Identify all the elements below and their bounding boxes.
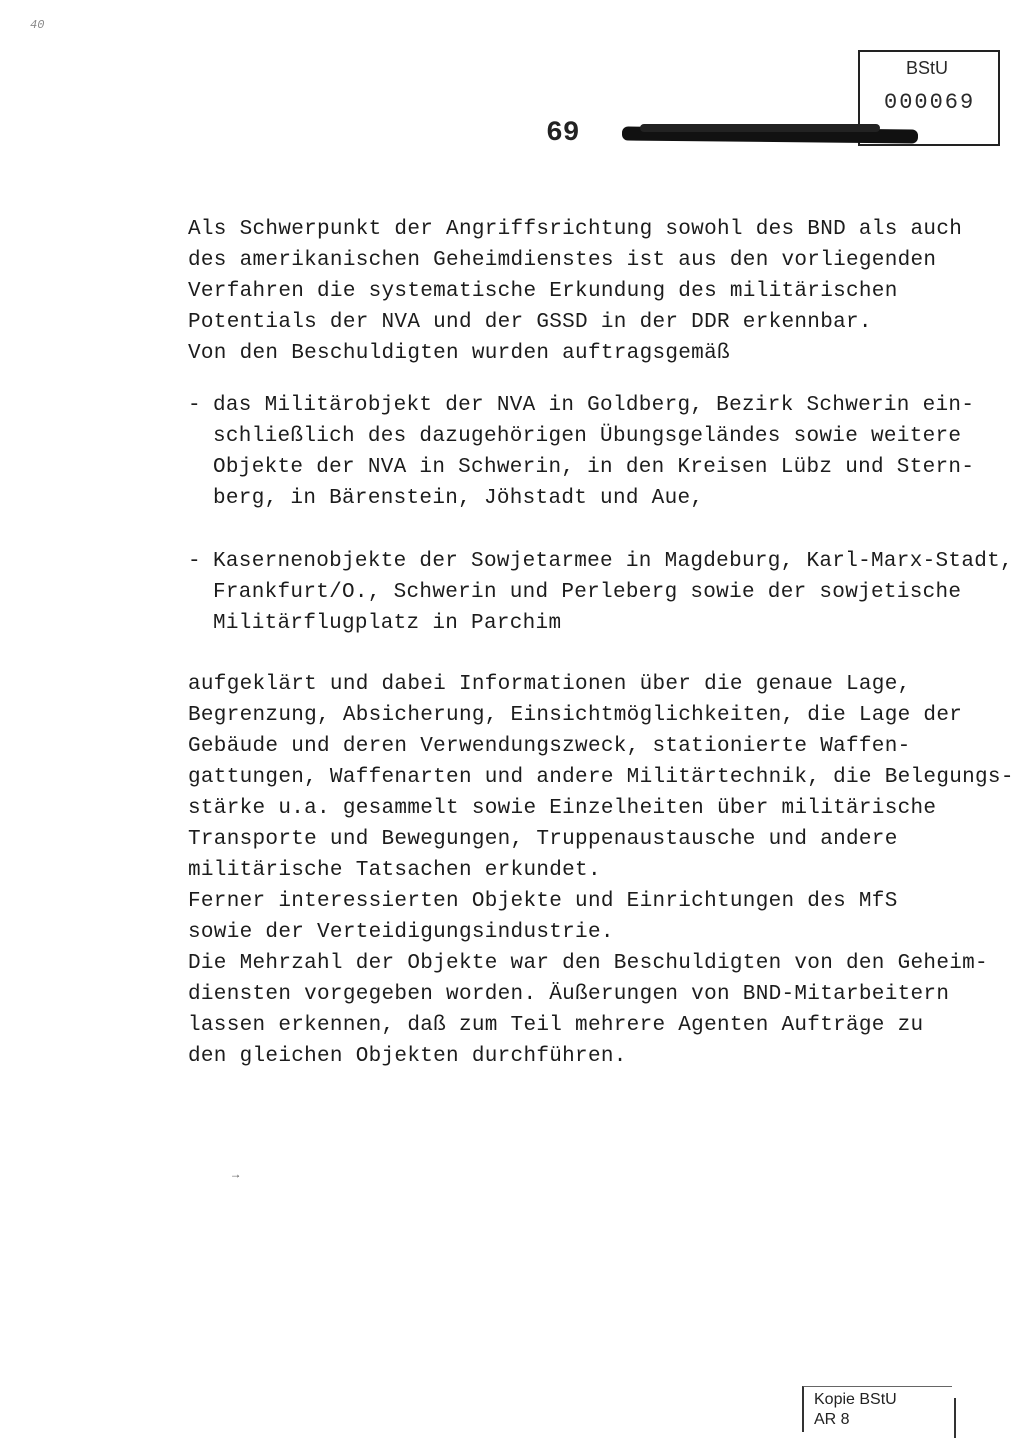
body-line: stärke u.a. gesammelt sowie Einzelheiten über militärische [188,797,937,820]
intro-line: Als Schwerpunkt der Angriffsrichtung sowohl des BND als auch [188,218,963,241]
intro-line: Verfahren die systematische Erkundung des militärischen [188,280,898,303]
stamp-number: 000069 [884,90,976,115]
body-line: den gleichen Objekten durchführen. [188,1045,627,1068]
intro-line: Von den Beschuldigten wurden auftragsgemäß [188,342,730,365]
bullet-marker: - [188,394,201,417]
body-line: Die Mehrzahl der Objekte war den Beschuldigten von den Geheim- [188,952,988,975]
copy-stamp-border [954,1398,956,1438]
bullet-line: berg, in Bärenstein, Jöhstadt und Aue, [213,487,704,510]
body-line: Begrenzung, Absicherung, Einsichtmöglichkeiten, die Lage der [188,704,963,727]
bullet-line: Frankfurt/O., Schwerin und Perleberg sowie der sowjetische [213,581,962,604]
copy-stamp [802,1386,952,1432]
body-line: gattungen, Waffenarten und andere Militärtechnik, die Belegungs- [188,766,1014,789]
bullet-line: Objekte der NVA in Schwerin, in den Kreisen Lübz und Stern- [213,456,975,479]
body-line: Gebäude und deren Verwendungszweck, stationierte Waffen- [188,735,911,758]
page-number: 69 [546,118,580,149]
stamp-label: BStU [906,58,949,78]
bullet-line: das Militärobjekt der NVA in Goldberg, Bezirk Schwerin ein- [213,394,975,417]
bullet-line: schließlich des dazugehörigen Übungsgeländes sowie weitere [213,425,962,448]
copy-stamp-line: AR 8 [814,1411,850,1428]
bullet-line: Militärflugplatz in Parchim [213,612,562,635]
body-line: aufgeklärt und dabei Informationen über die genaue Lage, [188,673,911,696]
body-line: diensten vorgegeben worden. Äußerungen von BND-Mitarbeitern [188,983,950,1006]
body-line: militärische Tatsachen erkundet. [188,859,601,882]
body-line: sowie der Verteidigungsindustrie. [188,921,614,944]
redaction-bar-overlay [640,124,880,132]
stray-mark: → [232,1168,240,1182]
body-line: Ferner interessierten Objekte und Einrichtungen des MfS [188,890,898,913]
intro-line: Potentials der NVA und der GSSD in der DDR erkennbar. [188,311,872,334]
body-line: Transporte und Bewegungen, Truppenaustausche und andere [188,828,898,851]
bullet-line: Kasernenobjekte der Sowjetarmee in Magdeburg, Karl-Marx-Stadt, [213,550,1013,573]
copy-stamp-line: Kopie BStU [814,1391,897,1408]
bullet-marker: - [188,550,201,573]
corner-mark: 40 [30,18,45,32]
body-line: lassen erkennen, daß zum Teil mehrere Agenten Aufträge zu [188,1014,924,1037]
intro-line: des amerikanischen Geheimdienstes ist aus den vorliegenden [188,249,937,272]
